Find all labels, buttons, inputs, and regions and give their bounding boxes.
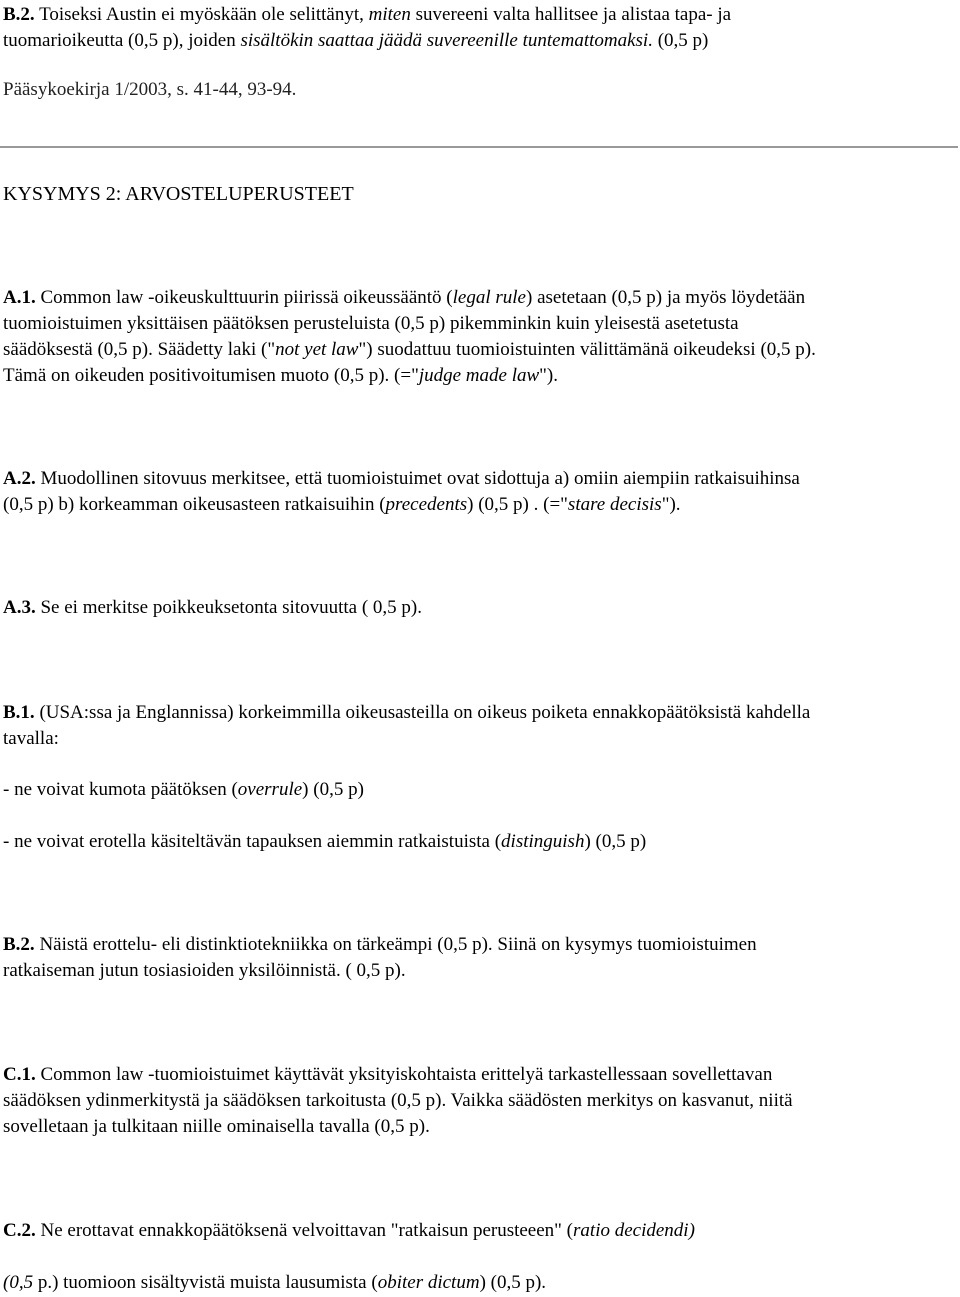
line (3, 466, 958, 492)
line: sovelletaan ja tulkitaan niille ominaisella tavalla (0,5 p). (3, 1116, 430, 1137)
item-label: B.2. (3, 934, 35, 955)
text: Ne erottavat ennakkopäätöksenä velvoittavan "ratkaisun perusteeen" ( (35, 1220, 574, 1241)
item-label: B.2. (3, 4, 35, 25)
italic-term: legal rule (452, 287, 526, 308)
item-label: B.1. (3, 702, 35, 723)
text: - ne voivat erotella käsiteltävän tapauksen aiemmin ratkaistuista ( (3, 831, 502, 852)
text: p.) tuomioon sisältyvistä muista lausumista ( (33, 1272, 378, 1293)
line: ratkaiseman jutun tosiasioiden yksilöinnistä. ( 0,5 p). (3, 960, 406, 981)
text: "). (661, 494, 681, 515)
text: Common law -oikeuskulttuurin piirissä oikeussääntö ( (35, 287, 453, 308)
italic-term: judge made law (418, 365, 540, 386)
text: (USA:ssa ja Englannissa) korkeimmilla oikeusasteilla on oikeus poiketa ennakkopäätöksistä kahdella (34, 702, 811, 723)
text: Toiseksi Austin ei myöskään ole selittänyt, (34, 4, 369, 25)
text: Näistä erottelu- eli distinktiotekniikka on tärkeämpi (0,5 p). Siinä on kysymys tuomioistuimen (34, 934, 757, 955)
italic-term: sisältökin saattaa jäädä suvereenille tuntemattomaksi. (240, 30, 653, 51)
paragraph-c2-continued (3, 1270, 958, 1296)
paragraph-a1 (3, 285, 958, 389)
paragraph-b2 (3, 932, 958, 984)
italic-term: miten (368, 4, 411, 25)
paragraph-c2 (3, 1218, 958, 1244)
text: ) (0,5 p) (584, 831, 647, 852)
divider (0, 146, 958, 148)
item-label: A.1. (3, 287, 36, 308)
text: säädöksestä (0,5 p). Säädetty laki (" (3, 339, 276, 360)
line: tuomioistuimen yksittäisen päätöksen perusteluista (0,5 p) pikemminkin kuin yleisestä asetetusta (3, 313, 739, 334)
text: ) asetetaan (0,5 p) ja myös löydetään (526, 287, 806, 308)
text: Se ei merkitse poikkeuksetonta sitovuutta ( 0,5 p). (35, 597, 422, 618)
text: - ne voivat kumota päätöksen ( (3, 779, 238, 800)
text: Tämä on oikeuden positivoitumisen muoto (0,5 p). (=" (3, 365, 419, 386)
line (3, 1062, 958, 1088)
paragraph-c1 (3, 1062, 958, 1140)
text: (0,5 p) b) korkeamman oikeusasteen ratkaisuihin ( (3, 494, 386, 515)
italic-term: stare decisis (567, 494, 662, 515)
paragraph-a3 (3, 595, 958, 621)
line (3, 285, 958, 311)
text: ) (0,5 p) (302, 779, 364, 800)
list-item (3, 777, 958, 803)
line (3, 363, 958, 389)
italic-term: overrule (237, 779, 303, 800)
text: Common law -tuomioistuimet käyttävät yksityiskohtaista erittelyä tarkastellessaan sovellettavan (35, 1064, 773, 1085)
text: (0,5 p) (652, 30, 709, 51)
line (3, 492, 958, 518)
italic-term: obiter dictum (377, 1272, 480, 1293)
italic-term: distinguish (501, 831, 585, 852)
text: ") suodattuu tuomioistuinten välittämänä oikeudeksi (0,5 p). (358, 339, 816, 360)
text: Muodollinen sitovuus merkitsee, että tuomioistuimet ovat sidottuja a) omiin aiempiin ratkaisuihinsa (35, 468, 800, 489)
line: tavalla: (3, 728, 59, 749)
italic-term: ratio decidendi) (573, 1220, 695, 1241)
line (3, 700, 958, 726)
reference: Pääsykoekirja 1/2003, s. 41-44, 93-94. (3, 79, 297, 100)
list-item (3, 829, 958, 855)
paragraph-b1 (3, 700, 958, 752)
italic-term: precedents (385, 494, 468, 515)
item-label: C.2. (3, 1220, 36, 1241)
italic-term: not yet law (275, 339, 359, 360)
item-label: A.2. (3, 468, 36, 489)
item-label: A.3. (3, 597, 36, 618)
text: ) (0,5 p) . (=" (467, 494, 568, 515)
text: "). (539, 365, 559, 386)
line: säädöksen ydinmerkitystä ja säädöksen tarkoitusta (0,5 p). Vaikka säädösten merkitys on kasvanut, niitä (3, 1090, 793, 1111)
italic-term: (0,5 (3, 1272, 34, 1293)
line (3, 337, 958, 363)
item-label: C.1. (3, 1064, 36, 1085)
line (3, 2, 958, 28)
section-heading: KYSYMYS 2: ARVOSTELUPERUSTEET (3, 183, 354, 205)
text: ) (0,5 p). (479, 1272, 547, 1293)
line (3, 28, 958, 54)
line (3, 932, 958, 958)
paragraph-a2 (3, 466, 958, 518)
text: tuomarioikeutta (0,5 p), joiden (3, 30, 241, 51)
paragraph-b2-intro (3, 2, 958, 54)
text: suvereeni valta hallitsee ja alistaa tapa- ja (410, 4, 732, 25)
